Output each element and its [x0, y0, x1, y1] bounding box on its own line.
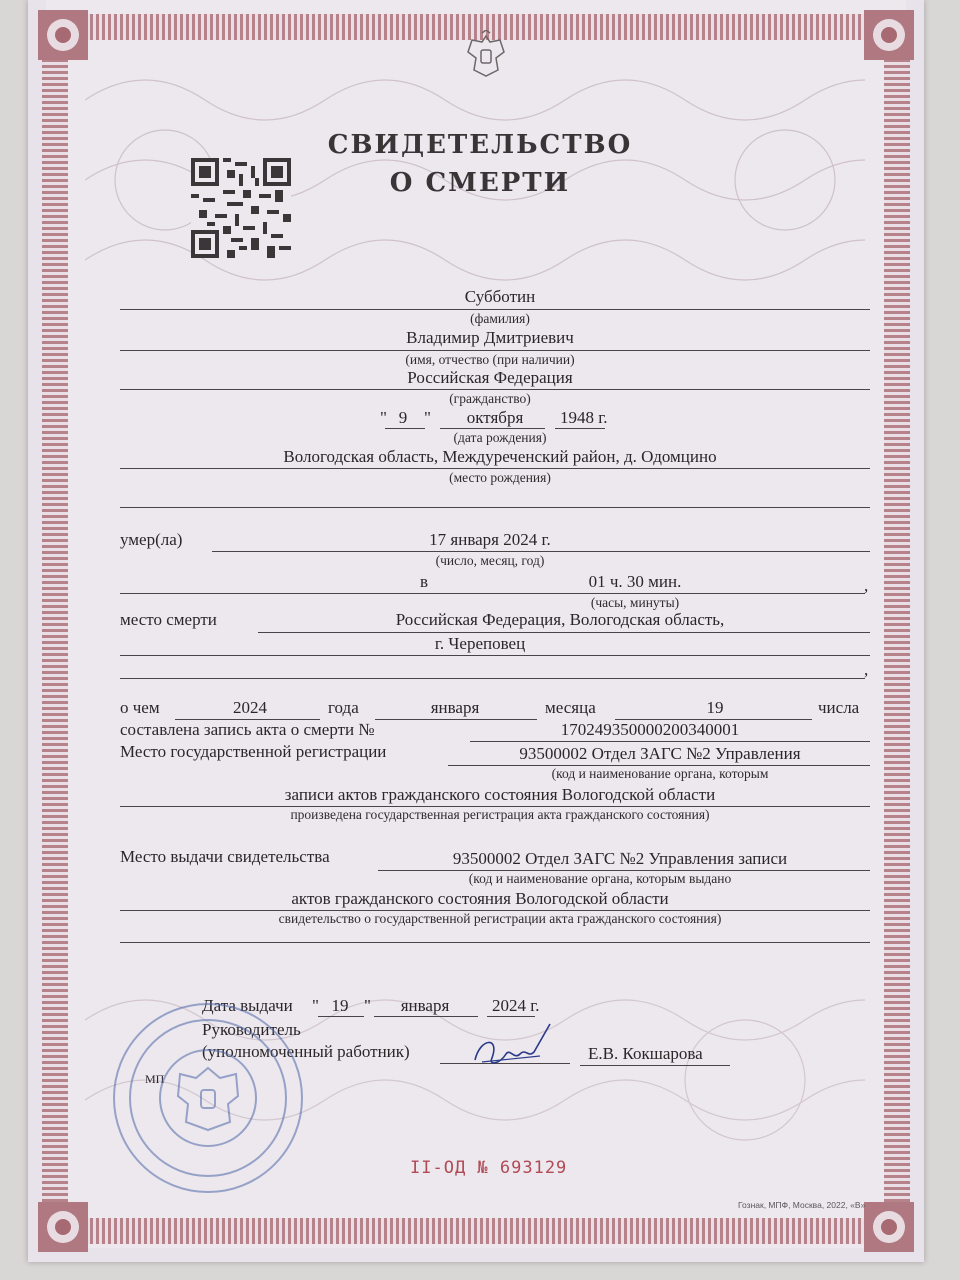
- issue-place-line1: 93500002 Отдел ЗАГС №2 Управления записи: [452, 849, 788, 868]
- name-value: Владимир Дмитриевич: [406, 328, 574, 347]
- reg-caption-2: произведена государственная регистрация акта гражданского состояния): [290, 807, 710, 822]
- issue-year: 2024 г.: [492, 996, 540, 1015]
- died-label: умер(ла): [120, 530, 183, 549]
- issue-caption-1: (код и наименование органа, которым выдано: [468, 871, 732, 886]
- document-title-line2: О СМЕРТИ: [389, 168, 571, 198]
- head-label-1: Руководитель: [202, 1020, 301, 1039]
- document-title-line1: СВИДЕТЕЛЬСТВО: [327, 130, 633, 160]
- citizenship-caption: (гражданство): [449, 391, 531, 406]
- seal-label: МП: [145, 1072, 165, 1086]
- death-place-line1: Российская Федерация, Вологодская область,: [395, 610, 725, 629]
- surname-value: Субботин: [464, 287, 536, 306]
- reg-place-line1: 93500002 Отдел ЗАГС №2 Управления: [519, 744, 801, 763]
- official-seal: [108, 998, 308, 1198]
- day-label: числа: [818, 698, 860, 717]
- russian-emblem-icon: [462, 30, 510, 82]
- issue-place-line2: актов гражданского состояния Вологодской области: [291, 889, 669, 908]
- name-caption: (имя, отчество (при наличии): [405, 352, 575, 367]
- about-label: о чем: [120, 698, 160, 717]
- border-bottom: [48, 1218, 904, 1244]
- birth-year-line: [555, 428, 605, 429]
- reg-place-line2: записи актов гражданского состояния Вологодской области: [284, 785, 716, 804]
- record-month: января: [430, 698, 480, 717]
- surname-caption: (фамилия): [470, 311, 530, 326]
- qr-code: [190, 158, 292, 258]
- birth-place-caption: (место рождения): [449, 470, 551, 485]
- birth-day-line: [385, 428, 425, 429]
- record-number: 170249350000200340001: [560, 720, 740, 739]
- issue-year-line: [487, 1016, 535, 1017]
- death-date-line: [212, 551, 870, 552]
- issue-caption-2: свидетельство о государственной регистрации акта гражданского состояния): [278, 911, 722, 926]
- birth-month: октября: [466, 408, 524, 427]
- birth-year: 1948 г.: [560, 408, 608, 427]
- issue-day-line: [318, 1016, 364, 1017]
- head-name-line: [580, 1065, 730, 1066]
- death-place-label: место смерти: [120, 610, 217, 629]
- birth-place-line: [120, 468, 870, 469]
- issue-day-close-quote: ": [364, 996, 371, 1015]
- corner-ornament-tr: [860, 6, 918, 64]
- border-right: [884, 14, 910, 1244]
- birth-day: 9: [398, 408, 408, 427]
- at-label: в: [420, 572, 429, 591]
- death-place-underline-2: [120, 655, 870, 656]
- corner-ornament-bl: [34, 1198, 92, 1256]
- death-date-caption: (число, месяц, год): [435, 553, 545, 568]
- issue-day-open-quote: ": [312, 996, 319, 1015]
- citizenship-line: [120, 389, 870, 390]
- issue-date-label: Дата выдачи: [202, 996, 293, 1015]
- head-label-2: (уполномоченный работник): [202, 1042, 410, 1061]
- issue-place-label: Место выдачи свидетельства: [120, 847, 330, 866]
- birth-place-value: Вологодская область, Междуреченский район, д. Одомцино: [283, 447, 717, 466]
- birth-day-open-quote: ": [380, 408, 387, 427]
- death-date-value: 17 января 2024 г.: [429, 530, 551, 549]
- corner-ornament-br: [860, 1198, 918, 1256]
- name-line: [120, 350, 870, 351]
- death-time-comma: ,: [864, 576, 869, 595]
- citizenship-value: Российская Федерация: [407, 368, 573, 387]
- death-time-caption: (часы, минуты): [590, 595, 680, 610]
- issue-month-line: [374, 1016, 478, 1017]
- death-place-comma: ,: [864, 660, 869, 679]
- record-number-line: [470, 741, 870, 742]
- serial-number: II-ОД № 693129: [410, 1158, 568, 1178]
- corner-ornament-tl: [34, 6, 92, 64]
- death-time-line: [120, 593, 865, 594]
- blank-line-1: [120, 507, 870, 508]
- year-label: года: [328, 698, 359, 717]
- blank-line-3: [120, 942, 870, 943]
- head-name: Е.В. Кокшарова: [588, 1044, 703, 1063]
- reg-caption-1: (код и наименование органа, которым: [551, 766, 769, 781]
- birth-caption: (дата рождения): [453, 430, 547, 445]
- issue-month: января: [400, 996, 450, 1015]
- record-year: 2024: [233, 698, 267, 717]
- birth-month-line: [440, 428, 545, 429]
- record-day: 19: [706, 698, 724, 717]
- printer-note: Гознак, МПФ, Москва, 2022, «В»: [738, 1200, 866, 1210]
- death-place-underline-1: [258, 632, 870, 633]
- surname-line: [120, 309, 870, 310]
- reg-place-label: Место государственной регистрации: [120, 742, 387, 761]
- border-left: [42, 14, 68, 1244]
- death-place-line2: г. Череповец: [434, 634, 526, 653]
- blank-line-2: [120, 678, 865, 679]
- death-time-value: 01 ч. 30 мин.: [588, 572, 682, 591]
- record-label: составлена запись акта о смерти №: [120, 720, 375, 739]
- issue-day: 19: [331, 996, 349, 1015]
- signature: [470, 1018, 560, 1078]
- birth-day-close-quote: ": [424, 408, 431, 427]
- month-label: месяца: [545, 698, 596, 717]
